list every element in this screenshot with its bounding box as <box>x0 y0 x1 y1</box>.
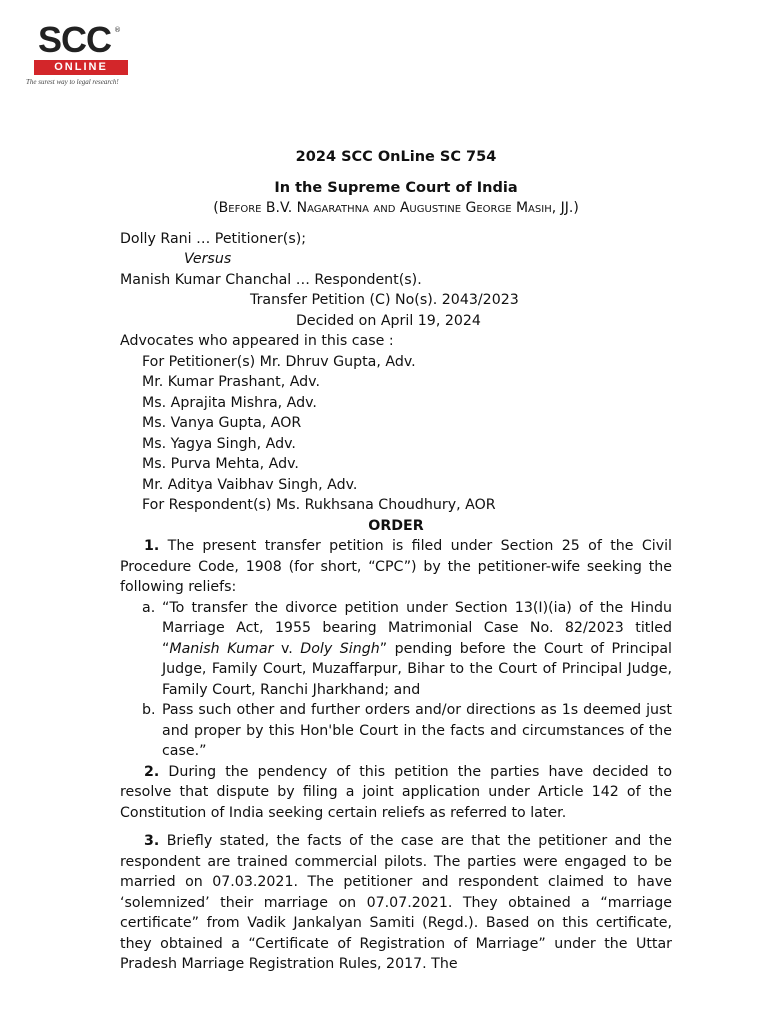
petitioner: Dolly Rani … Petitioner(s); <box>120 230 307 247</box>
advocate-line: Ms. Purva Mehta, Adv. <box>142 456 299 472</box>
case-party-2: Doly Singh <box>300 640 380 657</box>
relief-a-text-2: ” pending before the Court of Principal Judge, Family Court, Muzaffarpur, Bihar to the Court of Principal Judge, Family Court, Ranchi Jharkhand; and <box>162 640 672 698</box>
paragraph-number: 2. <box>144 763 160 780</box>
paragraph-text: The present transfer petition is filed under Section 25 of the Civil Procedure Code, 1908 (for short, “CPC”) by the petitioner-wife seeking the following reliefs: <box>120 538 672 595</box>
decided-date: Decided on April 19, 2024 <box>296 312 481 329</box>
list-marker: a. <box>142 599 156 616</box>
judgment-page <box>120 147 672 975</box>
relief-a-text-1: “To transfer the divorce petition under Section 13(I)(ia) of the Hindu Marriage Act, 1955 bearing Matrimonial Case No. 82/2023 titled “ <box>162 599 672 657</box>
bench-open: ( <box>213 200 219 216</box>
relief-b-text: Pass such other and further orders and/or directions as 1s deemed just and proper by this Hon'ble Court in the facts and circumstances of the case.” <box>162 702 672 759</box>
advocate-line: For Petitioner(s) Mr. Dhruv Gupta, Adv. <box>142 353 416 370</box>
paragraph-1 <box>120 536 672 598</box>
paragraph-number: 1. <box>144 538 160 554</box>
bench <box>120 198 672 219</box>
paragraph-3 <box>120 831 672 975</box>
advocate-line: Mr. Kumar Prashant, Adv. <box>142 374 320 390</box>
relief-b <box>120 700 672 762</box>
court-name: In the Supreme Court of India <box>274 179 518 196</box>
advocate-line: Ms. Aprajita Mishra, Adv. <box>142 394 317 411</box>
relief-a <box>120 598 672 701</box>
case-versus: v. <box>273 640 301 657</box>
advocates-heading: Advocates who appeared in this case : <box>120 333 394 349</box>
versus-text: Versus <box>184 251 232 267</box>
bench-close: ) <box>573 200 579 216</box>
paragraph-2 <box>120 762 672 824</box>
case-party-1: Manish Kumar <box>169 640 274 657</box>
logo-online-band: ONLINE <box>34 60 128 75</box>
scc-online-logo <box>26 19 138 92</box>
order-heading: ORDER <box>368 517 424 534</box>
advocate-line: Ms. Yagya Singh, Adv. <box>142 435 296 452</box>
citation: 2024 SCC OnLine SC 754 <box>295 149 497 165</box>
list-marker: b. <box>142 702 156 718</box>
paragraph-text: During the pendency of this petition the parties have decided to resolve that dispute by filing a joint application under Article 142 of the Constitution of India seeking certain reliefs as referred to later. <box>120 763 672 821</box>
versus <box>120 249 672 270</box>
advocate-line: Ms. Vanya Gupta, AOR <box>142 415 302 431</box>
advocate-line: Mr. Aditya Vaibhav Singh, Adv. <box>142 476 358 493</box>
bench-judges: Before B.V. Nagarathna and Augustine George Masih, JJ. <box>218 200 574 216</box>
respondent: Manish Kumar Chanchal … Respondent(s). <box>120 271 422 288</box>
paragraph-text: Briefly stated, the facts of the case are that the petitioner and the respondent are trained commercial pilots. The parties were engaged to be married on 07.03.2021. The petitioner and respondent claimed to have ‘solemnized’ their marriage on 07.07.2021. They obtained a “marriage certificate” from Vadik Jankalyan Samiti (Regd.). Based on this certificate, they obtained a “Certificate of Registration of Marriage” under the Uttar Pradesh Marriage Registration Rules, 2017. The <box>120 833 672 972</box>
advocate-line: For Respondent(s) Ms. Rukhsana Choudhury, AOR <box>142 497 496 513</box>
paragraph-number: 3. <box>144 833 160 849</box>
logo-registered-mark: ® <box>114 26 121 34</box>
logo-scc-text: SCC <box>38 19 112 60</box>
logo-tagline: The surest way to legal research! <box>26 78 119 86</box>
transfer-petition-number: Transfer Petition (C) No(s). 2043/2023 <box>250 292 519 308</box>
